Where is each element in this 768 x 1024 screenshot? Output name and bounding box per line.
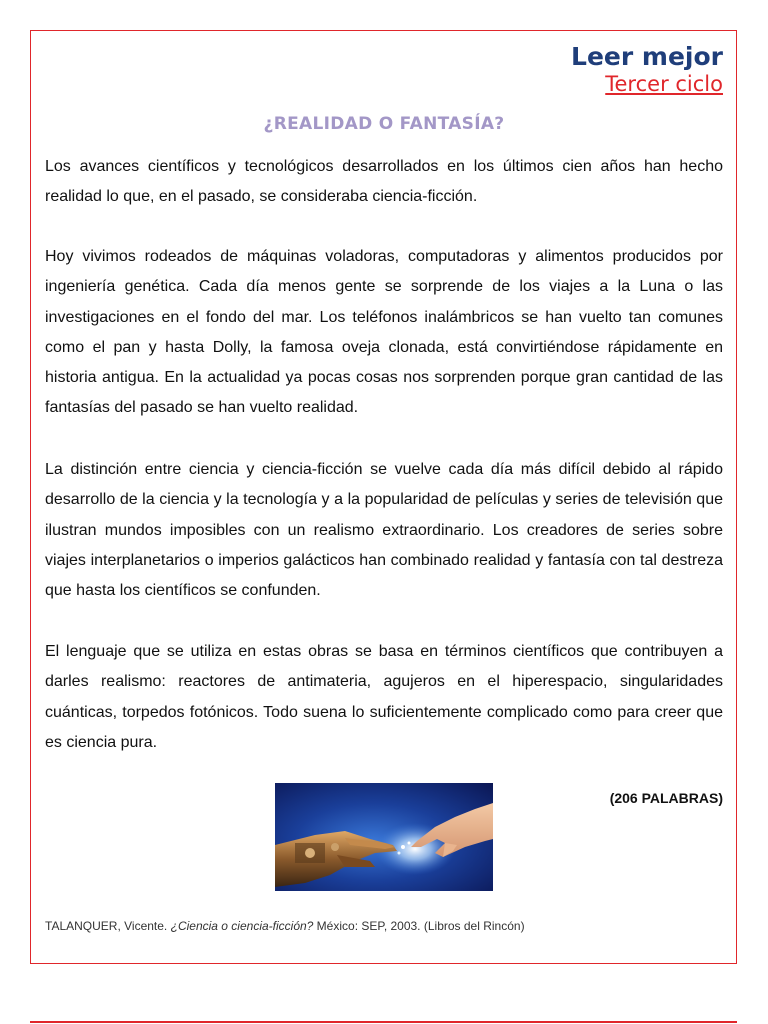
word-count: (206 PALABRAS) (609, 790, 723, 806)
bottom-rule (30, 1021, 737, 1023)
paragraph-4 (45, 637, 723, 758)
citation-details: México: SEP, 2003. (Libros del Rincón) (313, 919, 525, 933)
header-title: Leer mejor (571, 42, 723, 71)
paragraph-3 (45, 455, 723, 606)
citation-author: TALANQUER, Vicente. (45, 919, 171, 933)
header-subtitle: Tercer ciclo (605, 72, 723, 96)
paragraph-2 (45, 242, 723, 424)
paragraph-text: El lenguaje que se utiliza en estas obras se basa en términos científicos que contribuyen a darles realismo: reactores de antimateria, agujeros en el hiperespacio, singularidades cuánticas, torpedos fotónicos. Todo suena lo suficientemente complicado como para creer que es ciencia pura. (45, 643, 723, 751)
robot-human-hands-image (275, 783, 493, 891)
paragraph-text: La distinción entre ciencia y ciencia-ficción se vuelve cada día más difícil debido al rápido desarrollo de la ciencia y la tecnología y a la popularidad de películas y series de televisión que ilustran mundos imposibles con un realismo extraordinario. Los creadores de series sobre viajes interplanetarios o imperios galácticos han combinado realidad y fantasía con tal destreza que hasta los científicos se confunden. (45, 461, 723, 600)
document-title: ¿REALIDAD O FANTASÍA? (263, 114, 505, 134)
hands-illustration (275, 783, 493, 891)
paragraph-1 (45, 152, 723, 213)
paragraph-text: Hoy vivimos rodeados de máquinas voladoras, computadoras y alimentos producidos por ingeniería genética. Cada día menos gente se sorprende de los viajes a la Luna o las investigaciones en el fondo del mar. Los teléfonos inalámbricos se han vuelto tan comunes como el pan y hasta Dolly, la famosa oveja clonada, está convirtiéndose rápidamente en historia antigua. En la actualidad ya pocas cosas nos sorprenden porque gran cantidad de las fantasías del pasado se han vuelto realidad. (45, 248, 723, 417)
citation-work-title: ¿Ciencia o ciencia-ficción? (170, 919, 314, 933)
citation (45, 919, 525, 933)
paragraph-text: Los avances científicos y tecnológicos desarrollados en los últimos cien años han hecho realidad lo que, en el pasado, se consideraba ciencia-ficción. (45, 158, 723, 206)
